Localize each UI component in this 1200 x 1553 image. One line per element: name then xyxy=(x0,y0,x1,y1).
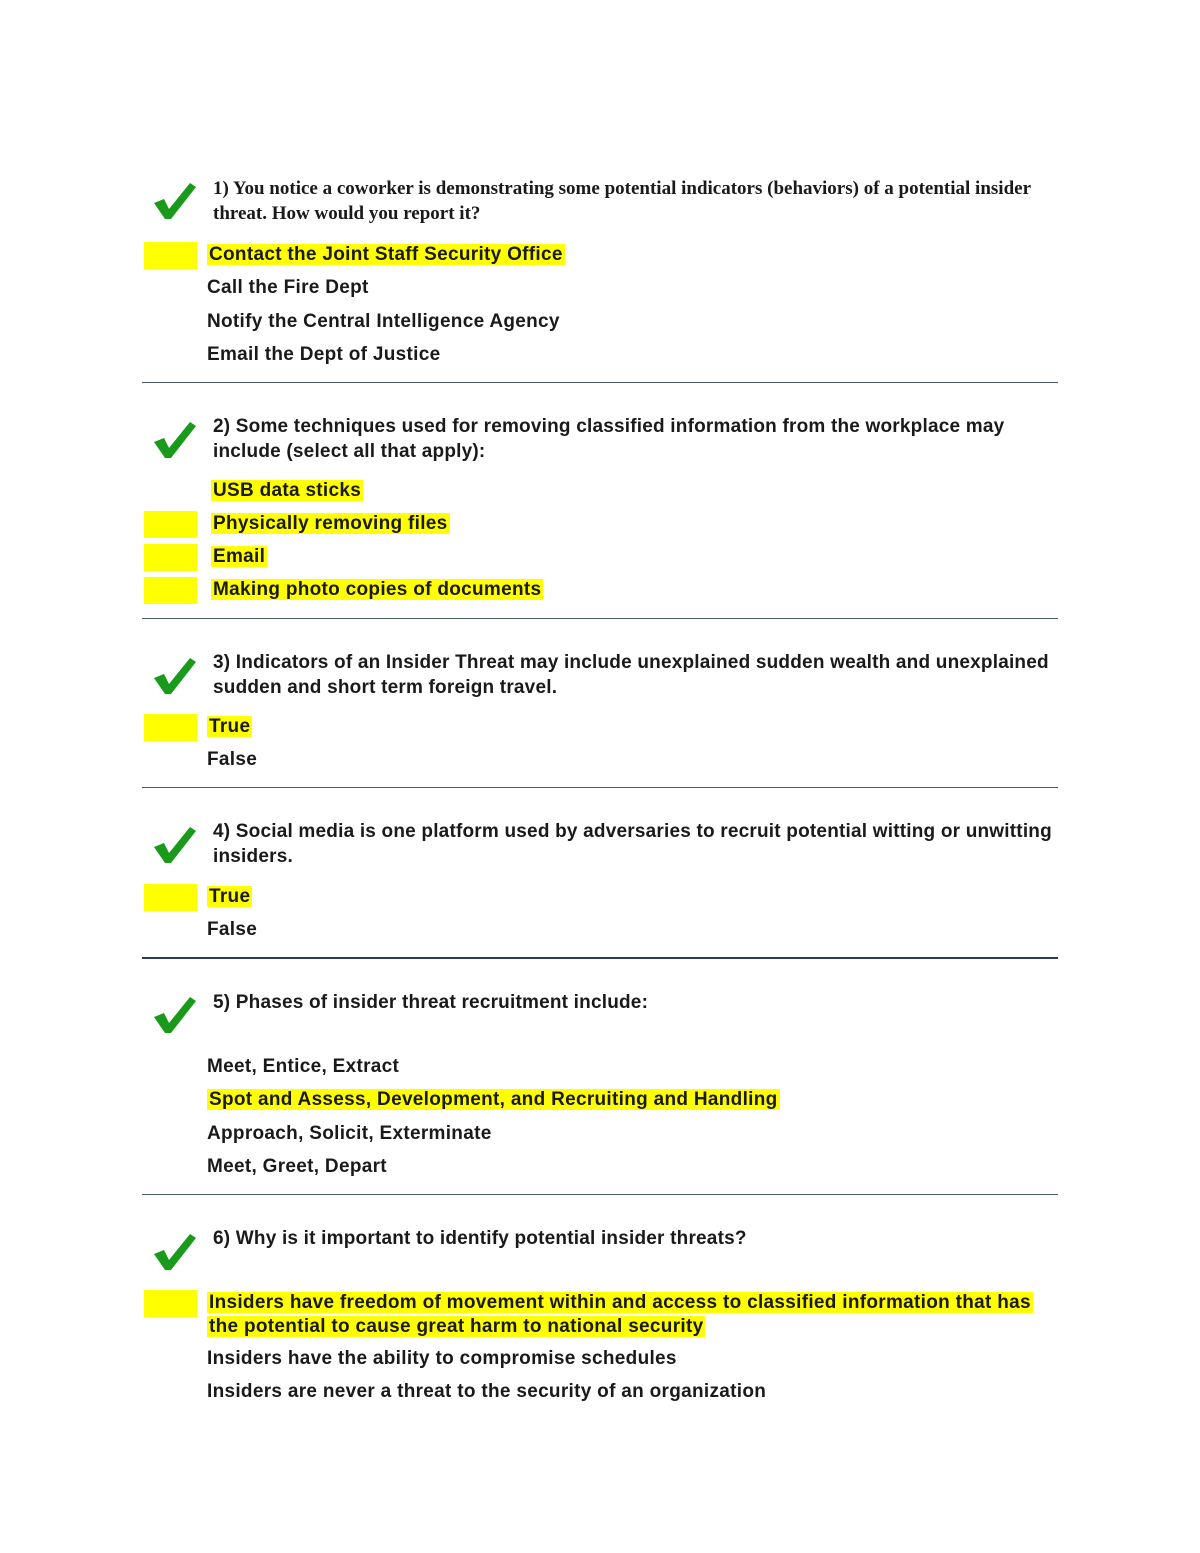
divider xyxy=(142,382,1058,383)
correct-answer-label: True xyxy=(209,886,251,907)
checkmark-icon xyxy=(150,420,198,460)
answer-option[interactable] xyxy=(211,512,450,536)
answer-option[interactable] xyxy=(211,578,543,602)
answer-marker xyxy=(144,242,197,269)
correct-answer-label: Insiders have freedom of movement within and access to classified information that has the potential to cause great harm to national security xyxy=(209,1292,1031,1337)
question-prompt: 6) Why is it important to identify potential insider threats? xyxy=(213,1228,747,1249)
answer-option[interactable]: Insiders are never a threat to the security of an organization xyxy=(207,1381,767,1402)
correct-answer-label: Spot and Assess, Development, and Recruiting and Handling xyxy=(209,1089,778,1110)
correct-answer-label: True xyxy=(209,716,251,737)
answer-marker xyxy=(144,544,197,571)
answer-option[interactable] xyxy=(207,1291,1037,1339)
answer-option[interactable]: Meet, Entice, Extract xyxy=(207,1056,400,1077)
answer-option[interactable]: Call the Fire Dept xyxy=(207,277,369,298)
answer-option[interactable]: Notify the Central Intelligence Agency xyxy=(207,311,560,332)
answer-option[interactable]: False xyxy=(207,919,258,940)
answer-option[interactable] xyxy=(207,243,565,267)
answer-marker xyxy=(144,714,197,741)
correct-answer-label: Email xyxy=(213,546,266,567)
checkmark-icon xyxy=(150,181,198,221)
question-prompt: 3) Indicators of an Insider Threat may include unexplained sudden wealth and unexplained sudden and short term foreign travel. xyxy=(213,652,1049,698)
checkmark-icon xyxy=(150,995,198,1035)
answer-option[interactable]: False xyxy=(207,749,258,770)
divider xyxy=(142,787,1058,788)
answer-option[interactable] xyxy=(211,545,267,569)
answer-option[interactable]: Approach, Solicit, Exterminate xyxy=(207,1123,492,1144)
question-prompt: 1) You notice a coworker is demonstrating some potential indicators (behaviors) of a potential insider threat. How would you report it? xyxy=(213,178,1031,224)
answer-marker xyxy=(144,577,197,604)
answer-option[interactable] xyxy=(207,885,252,909)
divider xyxy=(142,618,1058,619)
answer-option[interactable] xyxy=(211,479,363,503)
correct-answer-label: USB data sticks xyxy=(213,480,362,501)
answer-marker xyxy=(144,511,197,538)
answer-marker xyxy=(144,1290,197,1317)
checkmark-icon xyxy=(150,1232,198,1272)
answer-option[interactable]: Insiders have the ability to compromise schedules xyxy=(207,1348,677,1369)
correct-answer-label: Making photo copies of documents xyxy=(213,579,542,600)
checkmark-icon xyxy=(150,656,198,696)
checkmark-icon xyxy=(150,825,198,865)
correct-answer-label: Physically removing files xyxy=(213,513,448,534)
divider xyxy=(142,957,1058,959)
answer-option[interactable]: Meet, Greet, Depart xyxy=(207,1156,387,1177)
question-prompt: 5) Phases of insider threat recruitment include: xyxy=(213,992,649,1013)
correct-answer-label: Contact the Joint Staff Security Office xyxy=(209,244,563,265)
divider xyxy=(142,1194,1058,1195)
question-prompt: 4) Social media is one platform used by adversaries to recruit potential witting or unwitting insiders. xyxy=(213,821,1052,867)
question-prompt: 2) Some techniques used for removing classified information from the workplace may include (select all that apply): xyxy=(213,416,1005,462)
answer-option[interactable] xyxy=(207,1088,780,1112)
answer-marker xyxy=(144,884,197,911)
answer-option[interactable]: Email the Dept of Justice xyxy=(207,344,441,365)
answer-option[interactable] xyxy=(207,715,252,739)
